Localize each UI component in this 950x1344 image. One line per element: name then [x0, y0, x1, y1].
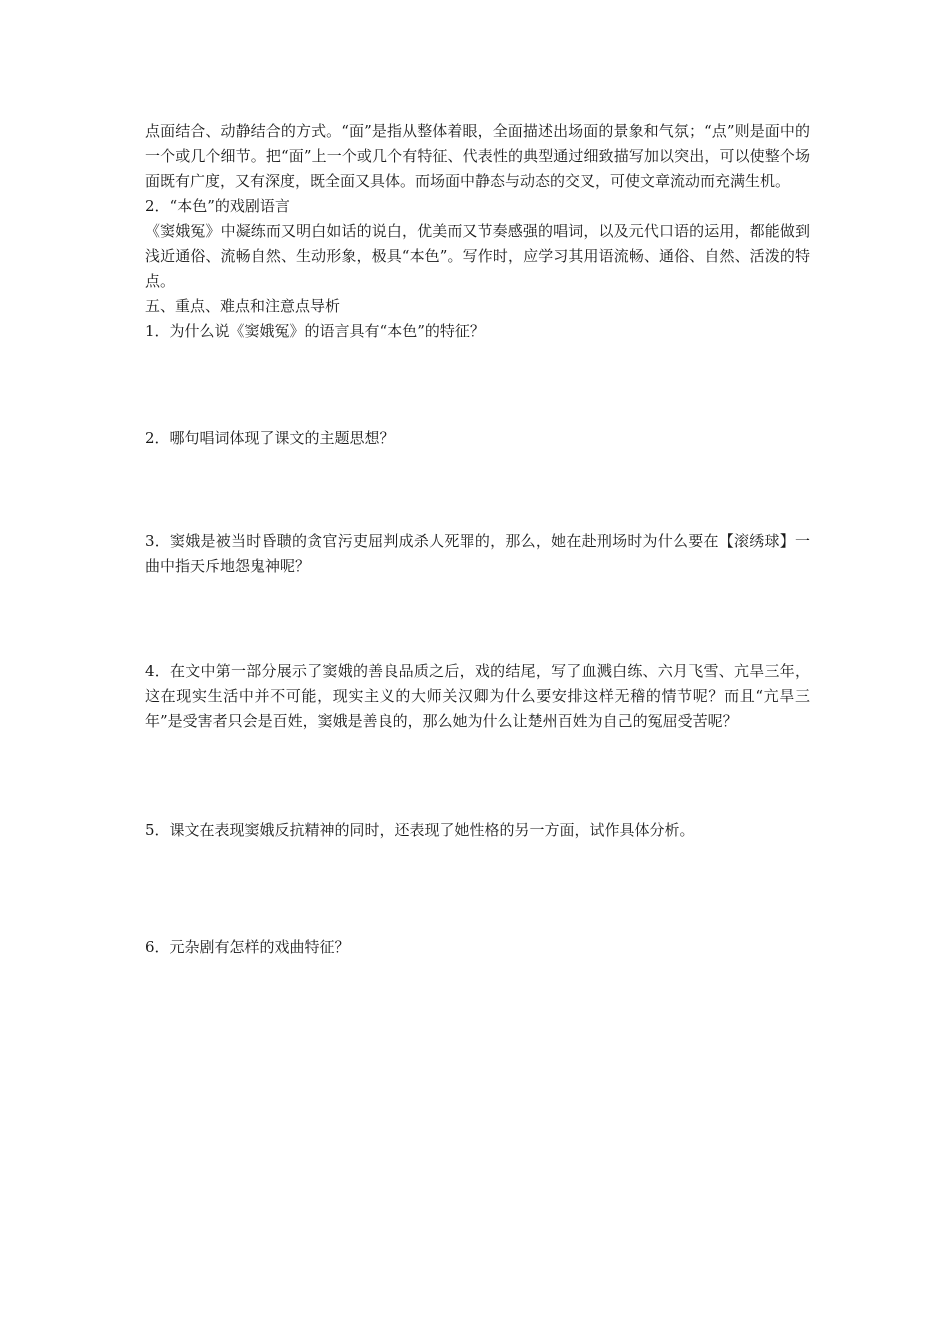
section-2-paragraph: 《窦娥冤》中凝练而又明白如话的说白，优美而又节奏感强的唱词，以及元代口语的运用，都能做到浅近通俗、流畅自然、生动形象，极具“本色”。写作时，应学习其用语流畅、通俗、自然、活泼的特点。 — [145, 222, 810, 290]
question-2: 2．哪句唱词体现了课文的主题思想？ — [145, 429, 395, 447]
question-4: 4．在文中第一部分展示了窦娥的善良品质之后，戏的结尾，写了血溅白练、六月飞雪、亢旱三年，这在现实生活中并不可能，现实主义的大师关汉卿为什么要安排这样无稽的情节呢？而且“亢旱三年”是受害者只会是百姓，窦娥是善良的，那么她为什么让楚州百姓为自己的冤屈受苦呢？ — [145, 662, 810, 730]
question-3: 3．窦娥是被当时昏聩的贪官污吏屈判成杀人死罪的，那么，她在赴刑场时为什么要在【滚绣球】一曲中指天斥地怨鬼神呢？ — [145, 532, 810, 575]
question-6: 6．元杂剧有怎样的戏曲特征？ — [145, 938, 350, 956]
document-body — [145, 119, 810, 960]
section-5-heading: 五、重点、难点和注意点导析 — [145, 297, 341, 315]
question-5: 5．课文在表现窦娥反抗精神的同时，还表现了她性格的另一方面，试作具体分析。 — [145, 821, 695, 839]
question-1: 1．为什么说《窦娥冤》的语言具有“本色”的特征？ — [145, 322, 485, 340]
intro-paragraph: 点面结合、动静结合的方式。“面”是指从整体着眼，全面描述出场面的景象和气氛；“点”则是面中的一个或几个细节。把“面”上一个或几个有特征、代表性的典型通过细致描写加以突出，可以使整个场面既有广度，又有深度，既全面又具体。而场面中静态与动态的交叉，可使文章流动而充满生机。 — [145, 122, 810, 190]
section-2-heading: 2．“本色”的戏剧语言 — [145, 197, 290, 215]
